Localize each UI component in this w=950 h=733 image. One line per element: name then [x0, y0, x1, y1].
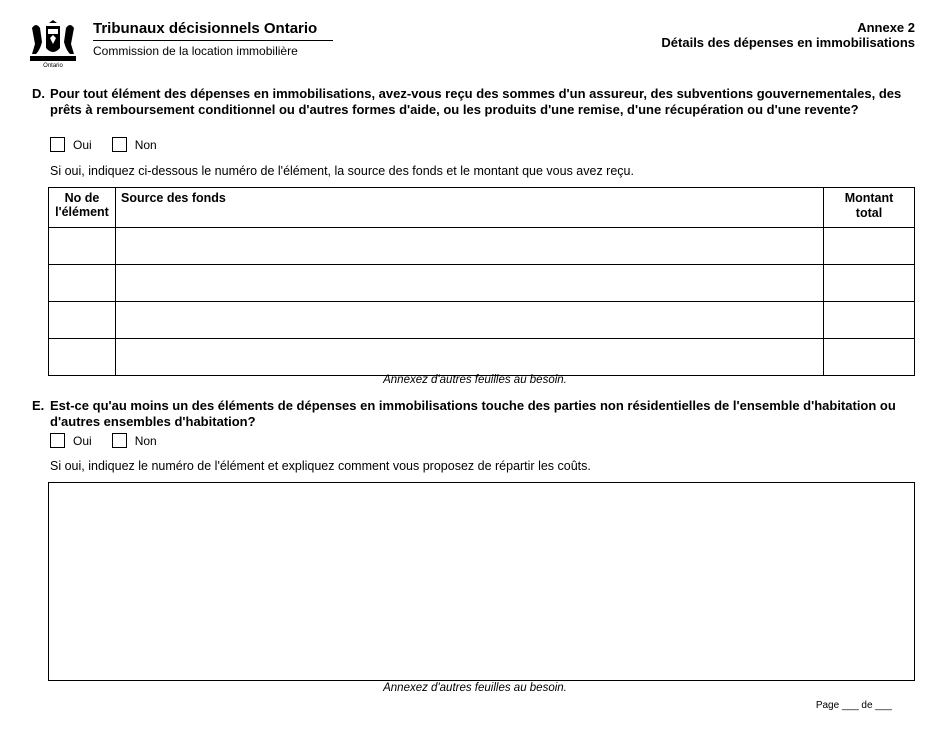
item-number-cell[interactable]: [49, 339, 116, 376]
item-number-cell[interactable]: [49, 265, 116, 302]
attach-sheets-note-e: Annexez d'autres feuilles au besoin.: [383, 682, 567, 694]
amount-cell[interactable]: [824, 228, 915, 265]
question-e-options: [50, 433, 177, 448]
question-d-text: Pour tout élément des dépenses en immobilisations, avez-vous reçu des sommes d'un assureur, des subventions gouvernementales, des prêts à remboursement conditionnel ou d'autres formes d'aide, ou les produits d'une remise, d'une récupération ou d'une revente?: [50, 86, 902, 117]
question-d-letter: D.: [32, 86, 45, 101]
checkbox-d-yes-label: Oui: [73, 137, 92, 152]
question-e-yes-option[interactable]: [50, 433, 92, 448]
table-row: [49, 265, 915, 302]
column-header-item-number: No de l'élément: [49, 188, 116, 228]
question-e: [32, 398, 912, 430]
source-cell[interactable]: [116, 265, 824, 302]
column-header-source: Source des fonds: [116, 188, 824, 228]
table-row: [49, 228, 915, 265]
amount-cell[interactable]: [824, 302, 915, 339]
cost-allocation-textarea[interactable]: [48, 482, 915, 681]
column-header-amount: Montant total: [824, 188, 915, 228]
checkbox-e-yes-label: Oui: [73, 433, 92, 448]
org-subtitle: Commission de la location immobilière: [93, 44, 298, 58]
divider: [93, 40, 333, 41]
amount-cell[interactable]: [824, 339, 915, 376]
question-e-instruction: Si oui, indiquez le numéro de l'élément et expliquez comment vous proposez de répartir les coûts.: [50, 459, 591, 473]
item-number-cell[interactable]: [49, 228, 116, 265]
checkbox-d-yes[interactable]: [50, 137, 65, 152]
item-number-cell[interactable]: [49, 302, 116, 339]
source-cell[interactable]: [116, 228, 824, 265]
table-row: [49, 302, 915, 339]
source-cell[interactable]: [116, 339, 824, 376]
table-header-row: [49, 188, 915, 228]
question-e-no-option[interactable]: [112, 433, 157, 448]
funds-source-table: [48, 187, 915, 376]
table-row: [49, 339, 915, 376]
question-e-letter: E.: [32, 398, 45, 413]
amount-cell[interactable]: [824, 265, 915, 302]
question-d: [32, 86, 912, 118]
logo-caption: Ontario: [43, 63, 63, 69]
annex-heading: [661, 20, 915, 50]
question-d-no-option[interactable]: [112, 137, 157, 152]
question-d-instruction: Si oui, indiquez ci-dessous le numéro de l'élément, la source des fonds et le montant que vous avez reçu.: [50, 164, 634, 178]
checkbox-e-no-label: Non: [134, 433, 157, 448]
checkbox-d-no[interactable]: [112, 137, 127, 152]
checkbox-e-no[interactable]: [112, 433, 127, 448]
question-e-text: Est-ce qu'au moins un des éléments de dépenses en immobilisations touche des parties non résidentielles de l'ensemble d'habitation ou d'autres ensembles d'habitation?: [50, 398, 896, 429]
question-d-yes-option[interactable]: [50, 137, 92, 152]
org-name: Tribunaux décisionnels Ontario: [93, 20, 318, 37]
checkbox-d-no-label: Non: [134, 137, 157, 152]
source-cell[interactable]: [116, 302, 824, 339]
question-d-options: [50, 137, 177, 152]
annex-subtitle: Détails des dépenses en immobilisations: [661, 35, 915, 50]
checkbox-e-yes[interactable]: [50, 433, 65, 448]
annex-title: Annexe 2: [857, 20, 915, 35]
page-number: Page ___ de ___: [815, 700, 892, 711]
organization-block: [93, 20, 333, 58]
attach-sheets-note-d: Annexez d'autres feuilles au besoin.: [383, 374, 567, 386]
